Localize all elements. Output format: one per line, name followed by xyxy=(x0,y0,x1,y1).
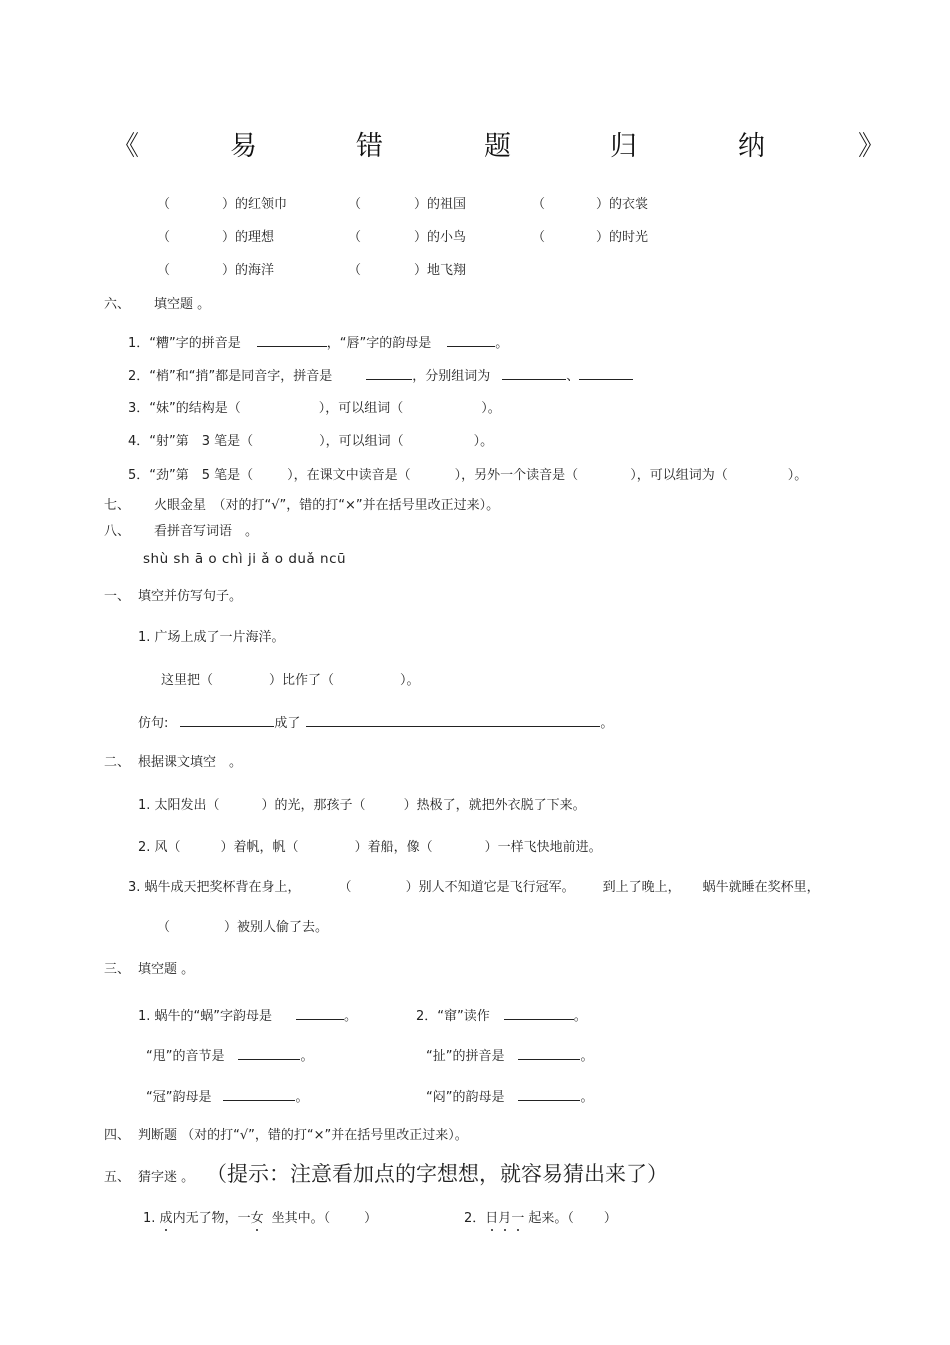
blank xyxy=(504,1007,574,1020)
phrase-text: ）的海洋 xyxy=(222,263,275,278)
riddle-2: 2．日月一 起来。（ ） xyxy=(464,1211,617,1226)
dotted-char: 女 xyxy=(250,1211,264,1226)
phrase-text: ）的理想 xyxy=(222,230,275,245)
phrase-text: ）的衣裳 xyxy=(596,197,649,212)
question-3-4: “扯”的拼音是 。 xyxy=(426,1049,594,1064)
question-2-2: 2. 风（ ）着帆，帆（ ）着船，像（ ）一样飞快地前进。 xyxy=(138,840,602,855)
blank xyxy=(518,1088,580,1101)
paren-open: （ xyxy=(348,263,362,278)
dotted-char: 日 xyxy=(485,1211,499,1226)
question-3-5: “冠”韵母是 。 xyxy=(146,1090,309,1105)
section-title: 看拼音写词语 。 xyxy=(154,524,259,539)
riddle-1: 1. 成内无了物，一女 坐其中。（ ） xyxy=(143,1211,378,1226)
question-2-3-cont: （ ）被别人偷了去。 xyxy=(157,920,329,935)
section-number: 一、 xyxy=(104,589,131,604)
paren-open: （ xyxy=(532,197,546,212)
section-number: 七、 xyxy=(104,498,131,513)
title-char: 题 xyxy=(484,131,511,162)
question-6-2: 2．“梢”和“捎”都是同音字，拼音是 ，分别组词为 、 xyxy=(128,367,633,383)
title-char: 《 xyxy=(112,131,139,162)
imitate-line: 仿句: 成了 。 xyxy=(138,716,614,731)
title-char: 纳 xyxy=(738,131,765,162)
blank xyxy=(180,714,274,727)
section-number: 三、 xyxy=(104,962,131,977)
dotted-char: 月 xyxy=(498,1211,512,1226)
blank xyxy=(502,367,566,380)
question-3-2: 2．“窜”读作 。 xyxy=(416,1009,587,1024)
paren-open: （ xyxy=(348,197,362,212)
section-number: 四、 xyxy=(104,1128,131,1143)
paren-open: （ xyxy=(157,263,171,278)
title-char: 易 xyxy=(230,131,257,162)
phrase-text: ）地飞翔 xyxy=(414,263,467,278)
phrase-text: ）的小鸟 xyxy=(414,230,467,245)
title-char: 归 xyxy=(610,131,637,162)
paren-open: （ xyxy=(157,230,171,245)
question-6-3: 3．“妹”的结构是（ ），可以组词（ ）。 xyxy=(128,401,501,416)
question-3-6: “闷”的韵母是 。 xyxy=(426,1090,594,1105)
blank xyxy=(518,1047,580,1060)
section-text: 判断题 （对的打“√”，错的打“×”并在括号里改正过来）。 xyxy=(138,1128,468,1143)
question-6-4: 4．“射”第 3 笔是（ ），可以组词（ ）。 xyxy=(128,434,494,449)
phrase-text: ）的红领巾 xyxy=(222,197,288,212)
blank xyxy=(223,1088,295,1101)
question-2-3: 3. 蜗牛成天把奖杯背在身上， （ ）别人不知道它是飞行冠军。 到上了晚上， 蜗牛就睡在奖杯里， xyxy=(128,880,820,895)
dotted-char: 一 xyxy=(511,1211,525,1226)
section-text: 火眼金星 （对的打“√”，错的打“×”并在括号里改正过来）。 xyxy=(154,498,500,513)
question-2-1: 1. 太阳发出（ ）的光，那孩子（ ）热极了，就把外衣脱了下来。 xyxy=(138,798,586,813)
blank xyxy=(306,714,600,727)
phrase-text: ）的祖国 xyxy=(414,197,467,212)
section-number: 八、 xyxy=(104,524,131,539)
blank xyxy=(238,1047,300,1060)
blank xyxy=(257,334,327,347)
paren-open: （ xyxy=(157,197,171,212)
blank xyxy=(447,334,495,347)
section-title: 填空并仿写句子。 xyxy=(138,589,243,604)
section-number: 五、 xyxy=(104,1170,131,1185)
blank xyxy=(366,367,412,380)
comparison-line: 这里把（ ）比作了（ ）。 xyxy=(161,673,420,688)
hint-text: （提示：注意看加点的字想想，就容易猜出来了） xyxy=(206,1162,668,1186)
title-char: 》 xyxy=(858,131,885,162)
title-char: 错 xyxy=(356,131,383,162)
pinyin-row: shù sh ā o chì ji ǎ o duǎ ncū xyxy=(143,551,347,567)
sentence-1: 1. 广场上成了一片海洋。 xyxy=(138,630,285,645)
paren-open: （ xyxy=(348,230,362,245)
question-3-3: “甩”的音节是 。 xyxy=(146,1049,314,1064)
paren-open: （ xyxy=(532,230,546,245)
question-6-1: 1．“糟”字的拼音是 ，“唇”字的韵母是 。 xyxy=(128,336,509,351)
section-number: 二、 xyxy=(104,755,131,770)
section-number: 六、 xyxy=(104,297,131,312)
phrase-text: ）的时光 xyxy=(596,230,649,245)
blank xyxy=(296,1007,344,1020)
question-3-1: 1. 蜗牛的“蜗”字韵母是 。 xyxy=(138,1009,358,1024)
section-title: 根据课文填空 。 xyxy=(138,755,243,770)
question-6-5: 5．“劲”第 5 笔是（ ），在课文中读音是（ ），另外一个读音是（ ），可以组词为（ ）。 xyxy=(128,468,808,483)
section-title: 猜字迷 。 xyxy=(138,1170,195,1185)
blank xyxy=(579,367,633,380)
dotted-char: 成 xyxy=(159,1211,173,1226)
section-title: 填空题 。 xyxy=(154,297,211,312)
section-title: 填空题 。 xyxy=(138,962,195,977)
